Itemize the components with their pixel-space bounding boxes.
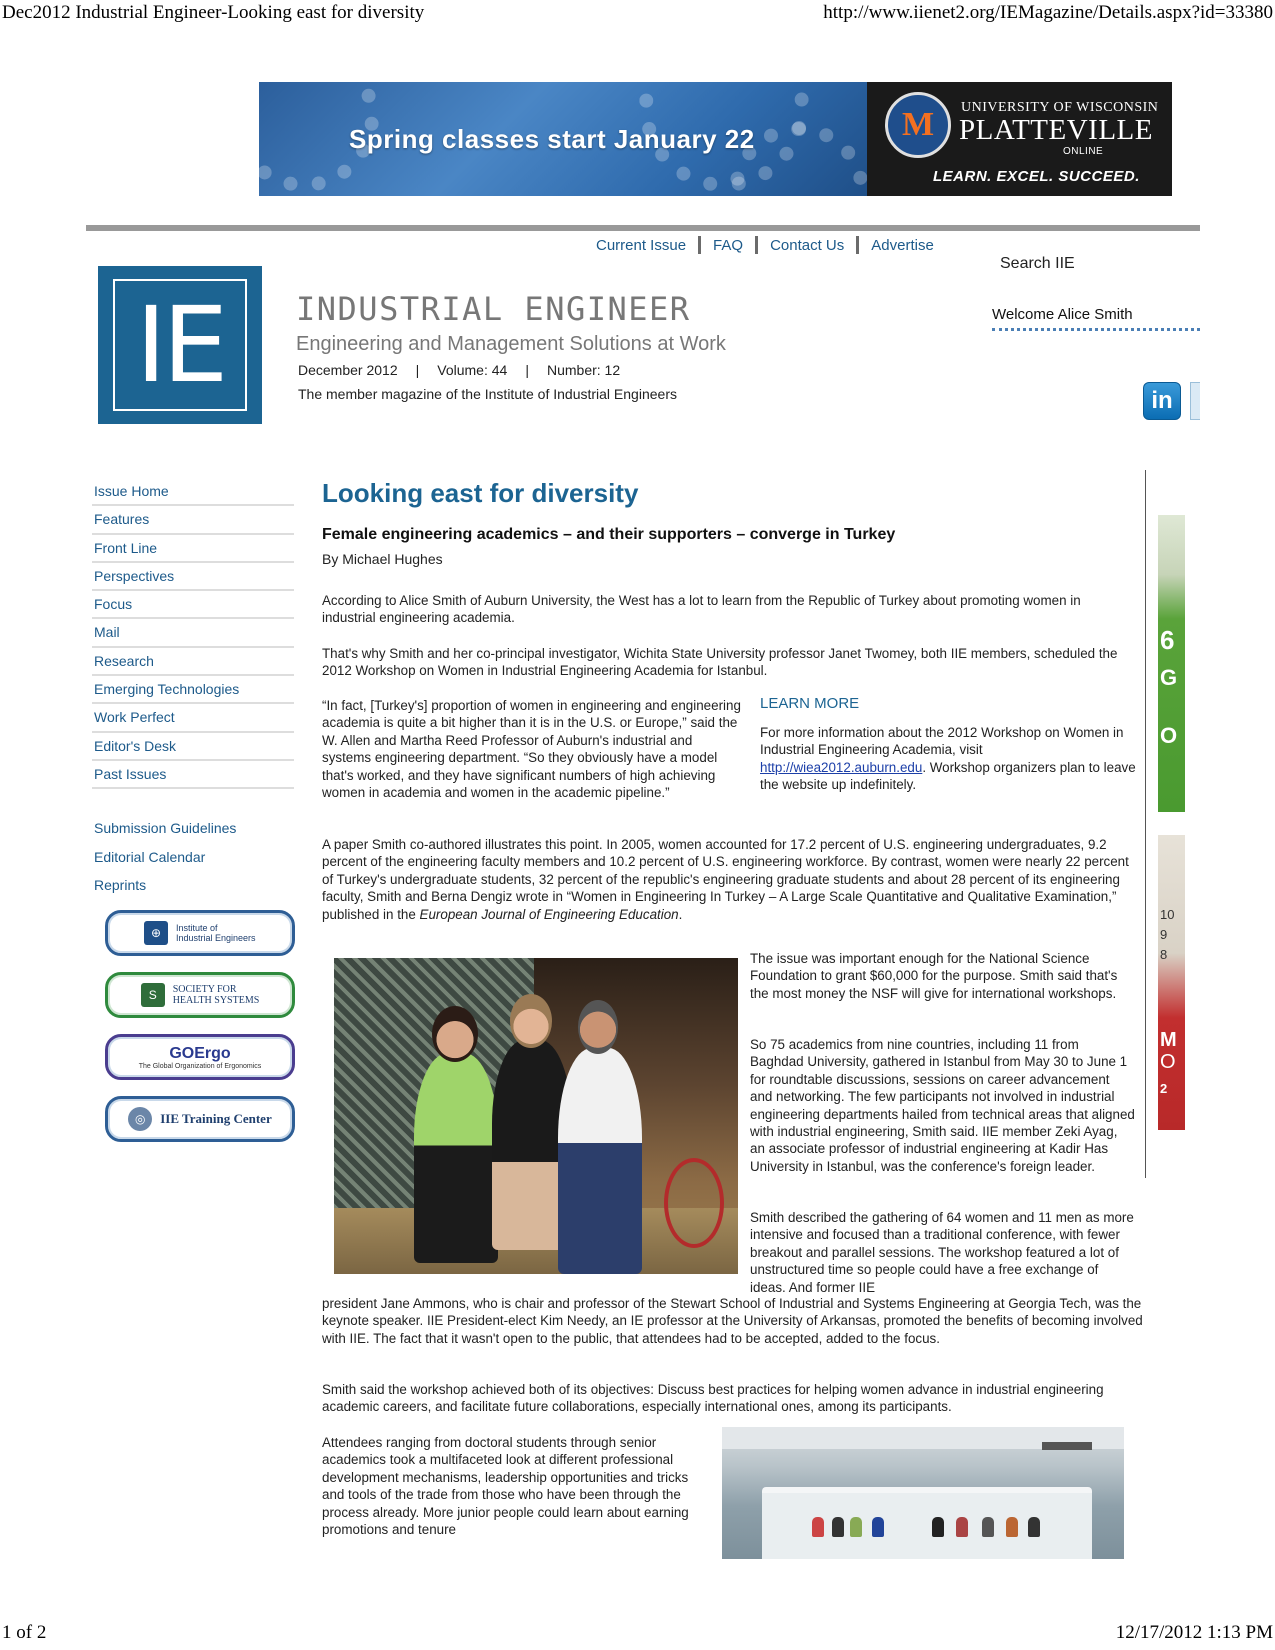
welcome-divider	[992, 328, 1200, 331]
nav-issue-home[interactable]: Issue Home	[92, 478, 294, 506]
nav-separator	[856, 236, 859, 254]
shs-partner-label	[173, 984, 260, 1006]
shs-logo-icon: S	[141, 983, 165, 1007]
side-ad-text: 10	[1160, 907, 1175, 922]
banner-ad[interactable]	[259, 82, 1172, 196]
nav-emerging-technologies[interactable]: Emerging Technologies	[92, 676, 294, 704]
article-text: A paper Smith co-authored illustrates this point. In 2005, women accounted for 17.2 percent of U.S. engineering undergraduates, 9.2 percent of the engineering faculty members and 10.2 percent of U.S. engineering workforce. By contrast, women were nearly 22 percent of Turkey's undergraduate students, 32 percent of the republic's engineering graduate students and about 28 percent of its engineering faculty, Smith and Berna Dengiz wrote in “Women in Engineering In Turkey – A Large Scale Quantitative and Qualitative Examination,” published in the	[322, 837, 1129, 922]
iie-partner-label: Institute of Industrial Engineers	[176, 923, 256, 943]
print-header-title: Dec2012 Industrial Engineer-Looking east for diversity	[2, 2, 425, 23]
print-footer-timestamp: 12/17/2012 1:13 PM	[1115, 1622, 1273, 1643]
article-paragraph: According to Alice Smith of Auburn University, the West has a lot to learn from the Republic of Turkey about promoting women in industrial engineering academia.	[322, 593, 1081, 626]
side-ad-top[interactable]	[1158, 515, 1185, 812]
magazine-subtitle: Engineering and Management Solutions at Work	[296, 333, 726, 355]
article-paragraph: That's why Smith and her co-principal investigator, Wichita State University professor Janet Twomey, both IIE members, scheduled the 2012 Workshop on Women in Industrial Engineering Academia for Istanbul.	[322, 646, 1118, 679]
photo-person-head	[432, 1006, 478, 1062]
nav-features[interactable]: Features	[92, 506, 294, 534]
nav-separator	[755, 236, 758, 254]
photo-person	[956, 1517, 968, 1537]
side-ad-text: 2	[1160, 1081, 1168, 1096]
shs-label-line1: SOCIETY FOR	[172, 984, 237, 995]
article-deck: Female engineering academics – and their supporters – converge in Turkey	[322, 526, 896, 543]
learn-more-title: LEARN MORE	[760, 695, 860, 712]
goergo-partner-button[interactable]	[105, 1034, 295, 1080]
print-footer-page: 1 of 2	[2, 1622, 47, 1643]
print-header-url: http://www.iienet2.org/IEMagazine/Details.aspx?id=33380	[823, 2, 1273, 23]
nav-front-line[interactable]: Front Line	[92, 535, 294, 563]
photo-person	[932, 1517, 944, 1537]
photo-person	[872, 1517, 884, 1537]
side-ad-text: 6	[1160, 625, 1175, 655]
side-ad-text: M	[1160, 1029, 1177, 1051]
side-ad-bottom[interactable]	[1158, 835, 1185, 1130]
article-paragraph: So 75 academics from nine countries, including 11 from Baghdad University, gathered in Istanbul from May 30 to June 1 for roundtable discussions, sessions on career advancement and networking. The few participants not involved in industrial engineering departments hailed from technical areas that aligned with industrial engineering, Smith said. IIE member Zeki Ayag, an associate professor of industrial engineering at Kadir Has University in Istanbul, was the conference's foreign leader.	[750, 1037, 1135, 1174]
ie-logo[interactable]	[98, 266, 262, 424]
university-name: UNIVERSITY OF WISCONSIN	[961, 100, 1159, 115]
side-ad-text: O	[1160, 1051, 1176, 1073]
article-paragraph	[322, 836, 1142, 923]
article-paragraph: president Jane Ammons, who is chair and professor of the Stewart School of Industrial and Systems Engineering at Georgia Tech, was the keynote speaker. IIE President-elect Kim Needy, an IE professor at the University of Arkansas, promoted the benefits of becoming involved with IIE. The fact that it wasn't open to the public, that attendees had to be accepted, added to the focus.	[322, 1296, 1143, 1346]
nav-current-issue[interactable]: Current Issue	[596, 236, 687, 254]
banner-headline: Spring classes start January 22	[349, 124, 755, 154]
nav-research[interactable]: Research	[92, 648, 294, 676]
goergo-subtitle: The Global Organization of Ergonomics	[138, 1062, 262, 1070]
university-campus: PLATTEVILLE	[959, 114, 1153, 146]
photo-ship	[1042, 1442, 1092, 1450]
article-paragraph: Attendees ranging from doctoral students through senior academics took a multifaceted look at different professional development mechanisms, leadership opportunities and tricks and tools of the trade from those who have been through the process already. More junior people could learn about earning promotions and tenure	[322, 1435, 689, 1538]
nav-reprints[interactable]: Reprints	[94, 877, 147, 893]
photo-person	[1028, 1517, 1040, 1537]
nav-submission-guidelines[interactable]: Submission Guidelines	[94, 820, 237, 836]
learn-more-box	[760, 724, 1140, 794]
nav-advertise[interactable]: Advertise	[871, 236, 934, 254]
side-ad-text: G	[1160, 665, 1178, 690]
goergo-logo: GOErgo	[169, 1044, 231, 1062]
photo-person	[832, 1517, 844, 1537]
photo-person-head	[578, 1000, 618, 1054]
article-paragraph: “In fact, [Turkey's] proportion of women in engineering and engineering academia is quite a bit higher than it is in the U.S. or Europe,” said the W. Allen and Martha Reed Professor of Auburn's industrial and systems engineering department. “So they obviously have a model that's worked, and they have significant numbers of high achieving women in academia and women in the academic pipeline.”	[322, 698, 741, 801]
journal-title: European Journal of Engineering Education	[419, 906, 679, 922]
training-seal-icon: ◎	[128, 1107, 152, 1131]
magazine-title: INDUSTRIAL ENGINEER	[296, 290, 691, 328]
social-icon[interactable]	[1190, 382, 1200, 420]
secondary-nav	[92, 814, 294, 900]
training-center-button[interactable]	[105, 1096, 295, 1142]
side-ad-text: 9	[1160, 927, 1168, 942]
linkedin-icon[interactable]: in	[1143, 382, 1181, 420]
nav-past-issues[interactable]: Past Issues	[92, 761, 294, 789]
nav-faq[interactable]: FAQ	[713, 236, 744, 254]
header-divider	[86, 225, 1200, 231]
training-center-label: IIE Training Center	[160, 1111, 272, 1126]
shs-partner-button[interactable]	[105, 972, 295, 1018]
photo-carriage	[664, 1158, 724, 1248]
banner-brand-panel	[867, 82, 1172, 196]
section-nav	[92, 478, 294, 789]
welcome-user: Welcome Alice Smith	[992, 306, 1133, 323]
article-text: .	[678, 906, 683, 922]
university-seal-icon: M	[885, 92, 951, 158]
banner-tagline: LEARN. EXCEL. SUCCEED.	[933, 168, 1140, 185]
learn-more-text: For more information about the 2012 Workshop on Women in Industrial Engineering Academia, visit	[760, 725, 1124, 758]
search-iie-label[interactable]: Search IIE	[1000, 255, 1075, 272]
ie-logo-text: IE	[113, 279, 247, 411]
content-divider	[1145, 470, 1146, 1178]
learn-more-text: . Workshop organizers plan to leave the website up indefinitely.	[760, 759, 1136, 793]
nav-mail[interactable]: Mail	[92, 619, 294, 647]
nav-work-perfect[interactable]: Work Perfect	[92, 704, 294, 732]
top-nav	[596, 236, 934, 254]
iie-partner-button[interactable]	[105, 910, 295, 956]
article-headline: Looking east for diversity	[322, 478, 639, 508]
article-byline: By Michael Hughes	[322, 551, 443, 567]
photo-person	[982, 1517, 994, 1537]
side-ad-text: O	[1160, 723, 1178, 748]
meta-separator: |	[525, 362, 529, 378]
article-paragraph: Smith said the workshop achieved both of its objectives: Discuss best practices for helping women advance in industrial engineering academic careers, and facilitate future collaborations, especially international ones, among its participants.	[322, 1382, 1104, 1415]
nav-perspectives[interactable]: Perspectives	[92, 563, 294, 591]
photo-person-head	[510, 994, 552, 1048]
nav-editors-desk[interactable]: Editor's Desk	[92, 733, 294, 761]
nav-focus[interactable]: Focus	[92, 591, 294, 619]
issue-number: Number: 12	[546, 362, 621, 378]
photo-person	[1006, 1517, 1018, 1537]
article-paragraph: Smith described the gathering of 64 women and 11 men as more intensive and focused than a traditional conference, with fewer breakout and parallel sessions. The workshop featured a lot of unstructured time so people could have a free exchange of ideas. And former IIE	[750, 1210, 1134, 1295]
university-online: ONLINE	[1063, 146, 1104, 157]
nav-editorial-calendar[interactable]: Editorial Calendar	[94, 848, 206, 865]
photo-person	[558, 1048, 642, 1274]
nav-separator	[698, 236, 701, 254]
photo-person	[812, 1517, 824, 1537]
issue-volume: Volume: 44	[437, 362, 508, 378]
issue-date: December 2012	[298, 362, 398, 378]
banner-ad-image	[259, 82, 867, 196]
iie-globe-icon: ⊕	[144, 921, 168, 945]
side-ad-text: 8	[1160, 947, 1168, 962]
workshop-website-link[interactable]: http://wiea2012.auburn.edu	[760, 759, 923, 775]
boat-photo	[722, 1427, 1124, 1559]
shs-label-line2: HEALTH SYSTEMS	[172, 995, 260, 1006]
nav-contact-us[interactable]: Contact Us	[770, 236, 845, 254]
issue-meta	[298, 362, 620, 378]
workshop-photo	[334, 958, 738, 1274]
magazine-description: The member magazine of the Institute of Industrial Engineers	[298, 386, 677, 402]
meta-separator: |	[415, 362, 420, 378]
photo-person	[850, 1517, 862, 1537]
article-paragraph: The issue was important enough for the National Science Foundation to grant $60,000 for the purpose. Smith said that's the most money the NSF will give for international workshops.	[750, 951, 1118, 1001]
photo-person	[414, 1053, 498, 1263]
